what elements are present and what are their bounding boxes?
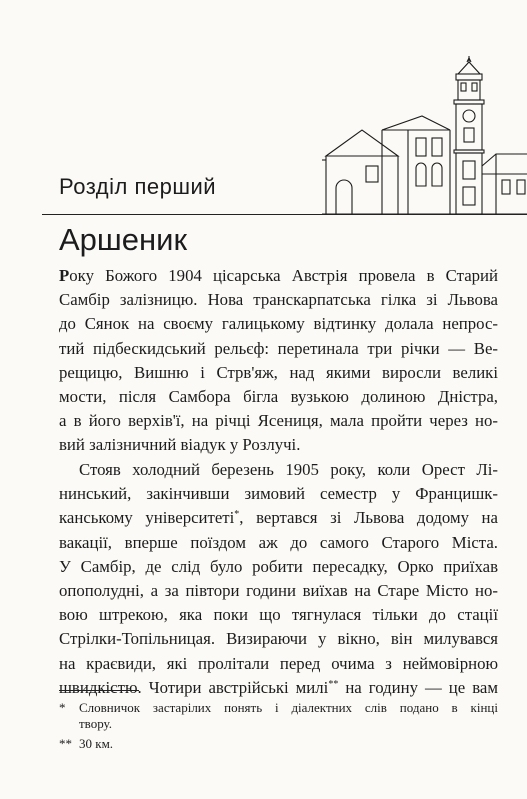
- text-line: нинський, закінчивши зимовий семестр у Францишк-: [59, 484, 498, 504]
- text-line: вакації, вперше поїздом аж до самого Старого Міста.: [59, 532, 498, 552]
- footnote-ref: **: [328, 678, 339, 690]
- chapter-label: Розділ перший: [59, 174, 217, 199]
- footnote-2: [59, 736, 498, 752]
- footnote-ref: *: [234, 509, 240, 521]
- text-line: вою штрекою, яка поки що тягнулася тільки до стації: [59, 605, 498, 625]
- paragraph-2: [59, 458, 498, 700]
- text-line: Стояв холодний березень 1905 року, коли Орест Лі-: [79, 460, 498, 479]
- drop-cap: Р: [59, 266, 70, 285]
- text-line: на краєвиди, які пролітали перед очима з неймовірною: [59, 653, 498, 673]
- footnote-mark: *: [59, 700, 66, 715]
- footnote-text: 30 км.: [79, 736, 114, 751]
- text-line: опополудні, а за півтори години виїхав на Старе Місто но-: [59, 581, 498, 601]
- text-line: канському університеті*, вертався зі Львова додому на: [59, 508, 498, 528]
- footnote-mark: **: [59, 736, 72, 751]
- footnote-text: Словничок застарілих понять і діалектних слів подано в кінці твору.: [79, 700, 498, 731]
- footnote-1: [59, 700, 498, 732]
- text-line: швидкістю. Чотири австрійські милі** на годину — це вам: [59, 677, 498, 697]
- text-line: Року Божого 1904 цісарська Австрія провела в Старий: [59, 266, 498, 285]
- text-line: вий залізничний віадук у Розлучі.: [59, 435, 301, 455]
- text-line: рещицю, Вишню і Стрв'яж, над якими виросли великі: [59, 362, 498, 382]
- text-line: Самбір залізницю. Нова транскарпатська гілка зі Львова: [59, 290, 498, 310]
- text-line: до Сянок на своєму галицькому відтинку долала непрос-: [59, 314, 498, 334]
- paragraph-1: [59, 264, 498, 458]
- text-line: У Самбір, де слід було робити пересадку, Орко приїхав: [59, 556, 498, 576]
- chapter-illustration: [322, 56, 527, 214]
- text-line: а в його верхів'ї, на річці Ясениця, мала пройти через но-: [59, 411, 498, 431]
- chapter-rule: [42, 214, 527, 215]
- text-line: Стрілки-Топільницая. Визираючи у вікно, він милувався: [59, 629, 498, 649]
- text-line: тий підбескидський рельєф: перетинала три річки — Ве-: [59, 338, 498, 358]
- chapter-title: Аршеник: [59, 222, 188, 257]
- text-line: мости, після Самбора бігла вузькою долиною Дністра,: [59, 387, 498, 407]
- footnote-rule: [59, 690, 139, 691]
